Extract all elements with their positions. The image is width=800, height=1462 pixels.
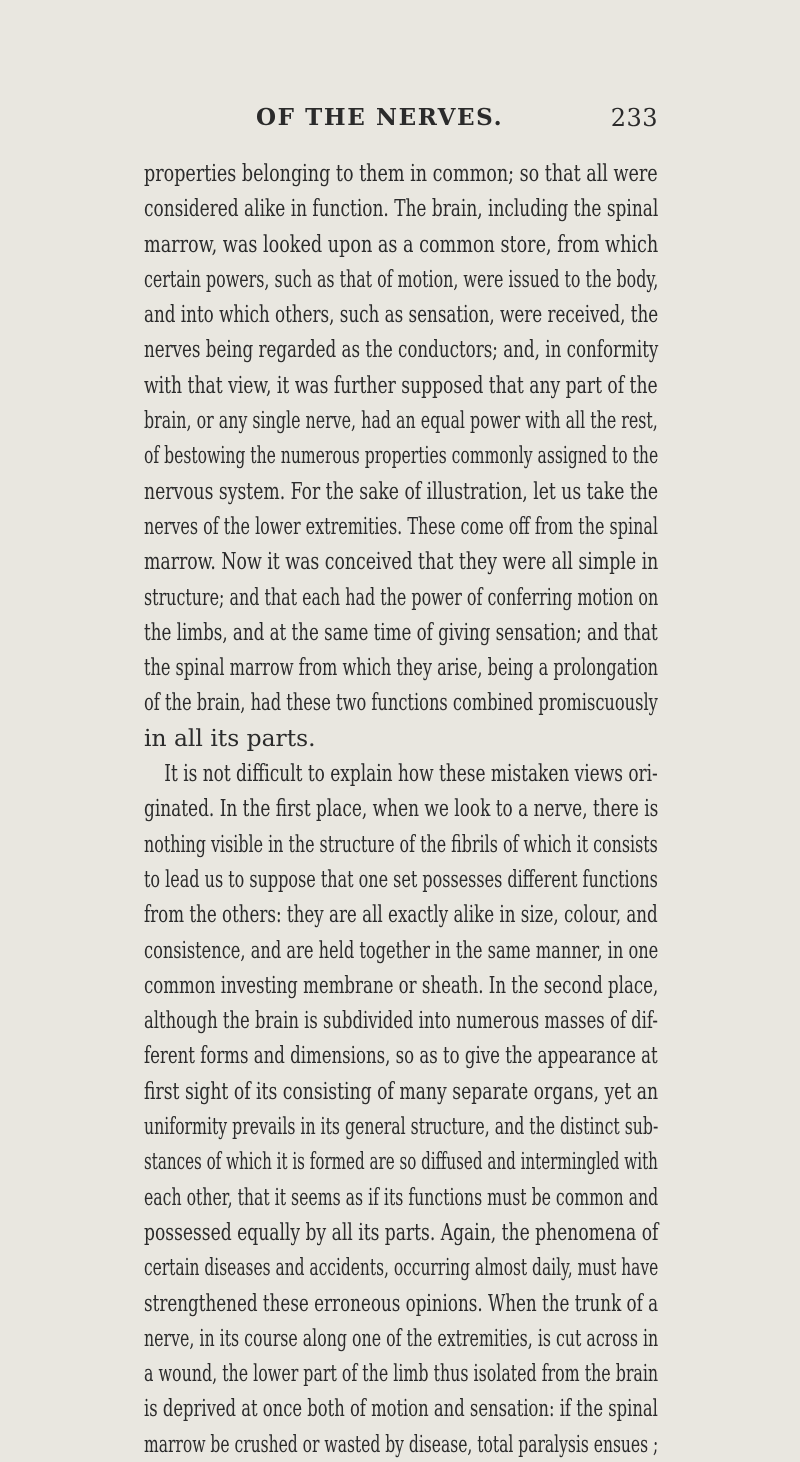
text-line: brain, or any single nerve, had an equal power with all the rest, <box>144 406 658 435</box>
text-line: certain diseases and accidents, occurring almost daily, must have <box>144 1253 659 1282</box>
text-line: although the brain is subdivided into numerous masses of dif- <box>144 1006 658 1035</box>
text-line: marrow be crushed or wasted by disease, total paralysis ensues ; <box>144 1429 659 1458</box>
text-line: common investing membrane or sheath. In the second place, <box>144 970 659 999</box>
text-line: nerve, in its course along one of the extremities, is cut across in <box>144 1323 659 1352</box>
text-line: each other, that it seems as if its functions must be common and <box>144 1182 659 1211</box>
text-line: certain powers, such as that of motion, were issued to the body, <box>144 264 659 293</box>
text-line: to lead us to suppose that one set possesses different functions <box>144 864 658 893</box>
text-line: the spinal marrow from which they arise, being a prolongation <box>144 653 659 682</box>
text-line: marrow. Now it was conceived that they were all simple in <box>144 547 659 576</box>
text-line: from the others: they are all exactly alike in size, colour, and <box>144 900 658 929</box>
text-line: of the brain, had these two functions combined promiscuously <box>144 688 658 717</box>
text-line: structure; and that each had the power of conferring motion on <box>144 582 659 611</box>
text-line: of bestowing the numerous properties commonly assigned to the <box>144 441 659 470</box>
text-line: possessed equally by all its parts. Again, the phenomena of <box>144 1217 659 1246</box>
text-line: nerves of the lower extremities. These come off from the spinal <box>144 511 659 540</box>
text-line: with that view, it was further supposed that any part of the <box>144 370 658 399</box>
text-line: a wound, the lower part of the limb thus isolated from the brain <box>144 1359 659 1388</box>
text-line: the limbs, and at the same time of giving sensation; and that <box>144 617 658 646</box>
text-line: first sight of its consisting of many separate organs, yet an <box>144 1076 659 1105</box>
text-line: marrow, was looked upon as a common store, from which <box>144 229 659 258</box>
text-line: and into which others, such as sensation, were received, the <box>144 300 659 329</box>
text-line: strengthened these erroneous opinions. When the trunk of a <box>144 1288 659 1317</box>
text-line: nothing visible in the structure of the fibrils of which it consists <box>144 829 658 858</box>
text-line: ferent forms and dimensions, so as to give the appearance at <box>144 1041 658 1070</box>
text-line: ginated. In the first place, when we look to a nerve, there is <box>144 794 659 823</box>
text-line: nervous system. For the sake of illustration, let us take the <box>144 476 659 505</box>
page-header <box>256 104 658 144</box>
page-number: 233 <box>610 104 658 132</box>
text-line: consistence, and are held together in the same manner, in one <box>144 935 659 964</box>
text-line: properties belonging to them in common; so that all were <box>144 159 658 187</box>
text-line: stances of which it is formed are so diffused and intermingled with <box>144 1147 658 1176</box>
paragraph-end-line: in all its parts. <box>144 723 316 752</box>
body-text <box>144 156 658 1462</box>
text-line: uniformity prevails in its general structure, and the distinct sub- <box>144 1112 659 1141</box>
text-line: is deprived at once both of motion and sensation: if the spinal <box>144 1394 658 1423</box>
text-line: nerves being regarded as the conductors; and, in conformity <box>144 335 659 364</box>
text-line: considered alike in function. The brain, including the spinal <box>144 194 659 223</box>
running-title: OF THE NERVES. <box>256 104 504 131</box>
paragraph-start-line: It is not difficult to explain how these mistaken views ori- <box>164 759 658 788</box>
